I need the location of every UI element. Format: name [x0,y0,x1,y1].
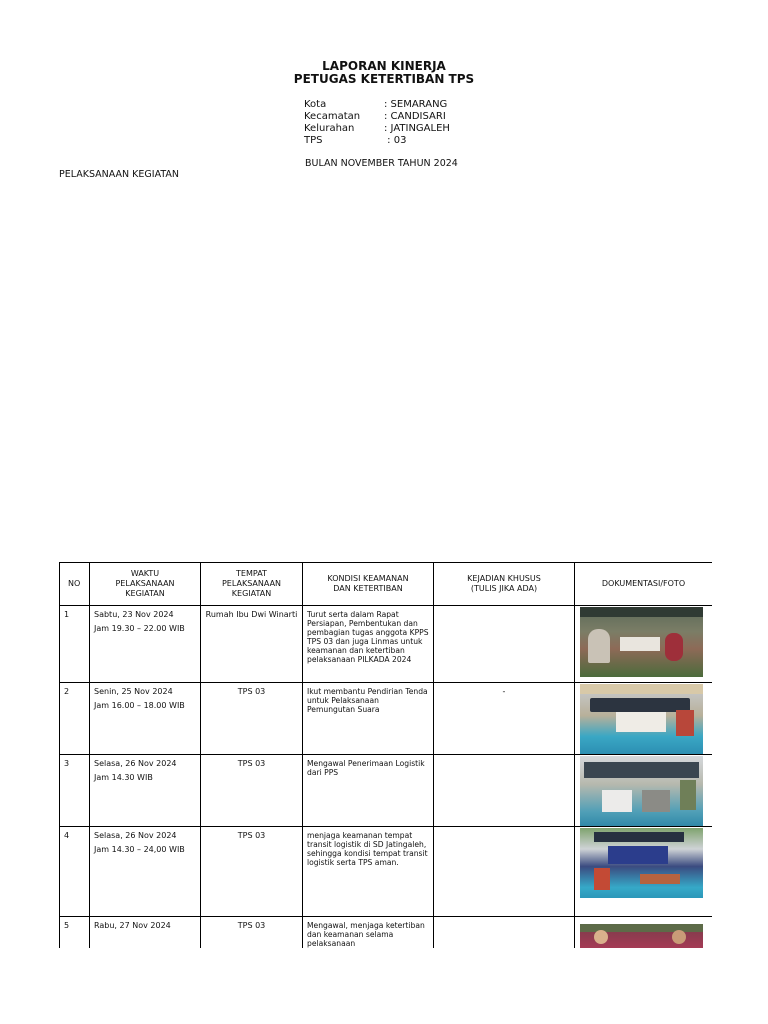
info-row-kota [304,99,450,111]
table-row [60,827,713,917]
info-key: TPS [304,135,323,146]
table-row [60,606,713,683]
cell-tempat: TPS 03 [201,755,303,827]
activity-time: Jam 19.30 – 22.00 WIB [94,624,185,633]
cell-waktu [90,606,201,683]
info-row-kelurahan [304,123,450,135]
header-kejadian: KEJADIAN KHUSUS (TULIS JIKA ADA) [434,563,575,606]
info-key: Kota [304,99,327,110]
cell-kondisi: menjaga keamanan tempat transit logistik di SD Jatingaleh, sehingga kondisi tempat transit logistik serta TPS aman. [303,827,434,917]
activity-time: Jam 14.30 WIB [94,773,153,782]
activity-time: Jam 16.00 – 18.00 WIB [94,701,185,710]
table-row [60,683,713,755]
activity-date: Selasa, 26 Nov 2024 [94,831,177,840]
cell-kondisi: Turut serta dalam Rapat Persiapan, Pembentukan dan pembagian tugas anggota KPPS TPS 03 dan juga Linmas untuk keamanan dan ketertiban pelaksanaan PILKADA 2024 [303,606,434,683]
meeting-photo [580,607,703,677]
location-info [304,99,450,147]
activity-date: Selasa, 26 Nov 2024 [94,759,177,768]
activity-time: Jam 14.30 – 24,00 WIB [94,845,185,854]
header-no: NO [60,563,90,606]
table-row [60,755,713,827]
info-key: Kelurahan [304,123,355,134]
info-value: : SEMARANG [384,99,448,110]
cell-kejadian [434,755,575,827]
cell-tempat: TPS 03 [201,827,303,917]
cell-kondisi: Mengawal Penerimaan Logistik dari PPS [303,755,434,827]
report-subtitle: PETUGAS KETERTIBAN TPS [293,72,475,86]
info-row-kecamatan [304,111,450,123]
table-row [60,917,713,949]
activity-date: Rabu, 27 Nov 2024 [94,921,171,930]
cell-waktu [90,755,201,827]
cell-foto [575,917,713,949]
cell-waktu [90,827,201,917]
cell-no: 2 [60,683,90,755]
activity-table-wrapper [59,562,712,948]
info-row-tps [304,135,450,147]
table-header-row [60,563,713,606]
cell-tempat: TPS 03 [201,683,303,755]
cell-no: 4 [60,827,90,917]
info-key: Kecamatan [304,111,361,122]
cell-foto [575,755,713,827]
cell-kejadian [434,606,575,683]
cell-foto [575,827,713,917]
cell-foto [575,606,713,683]
cell-kejadian: - [434,683,575,755]
header-waktu: WAKTU PELAKSANAAN KEGIATAN [90,563,201,606]
header-tempat: TEMPAT PELAKSANAAN KEGIATAN [201,563,303,606]
info-value: : CANDISARI [384,111,446,122]
tent-setup-photo [580,684,703,754]
cell-waktu [90,917,201,949]
logistics-photo [580,756,703,826]
cell-kondisi: Mengawal, menjaga ketertiban dan keamanan selama pelaksanaan [303,917,434,949]
cell-foto [575,683,713,755]
polling-station-photo [580,828,703,898]
cell-waktu [90,683,201,755]
cell-tempat: TPS 03 [201,917,303,949]
activity-date: Sabtu, 23 Nov 2024 [94,610,174,619]
cell-kejadian [434,917,575,949]
cell-kejadian [434,827,575,917]
header-kondisi: KONDISI KEAMANAN DAN KETERTIBAN [303,563,434,606]
section-heading: PELAKSANAAN KEGIATAN [59,169,179,180]
activity-date: Senin, 25 Nov 2024 [94,687,173,696]
info-value: : 03 [384,135,407,146]
report-title: LAPORAN KINERJA [322,59,446,73]
activity-table [59,562,712,948]
report-period: BULAN NOVEMBER TAHUN 2024 [305,158,458,169]
voting-day-photo [580,924,703,948]
cell-no: 1 [60,606,90,683]
info-value: : JATINGALEH [384,123,450,134]
header-foto: DOKUMENTASI/FOTO [575,563,713,606]
cell-no: 5 [60,917,90,949]
cell-tempat: Rumah Ibu Dwi Winarti [201,606,303,683]
cell-kondisi: Ikut membantu Pendirian Tenda untuk Pelaksanaan Pemungutan Suara [303,683,434,755]
cell-no: 3 [60,755,90,827]
